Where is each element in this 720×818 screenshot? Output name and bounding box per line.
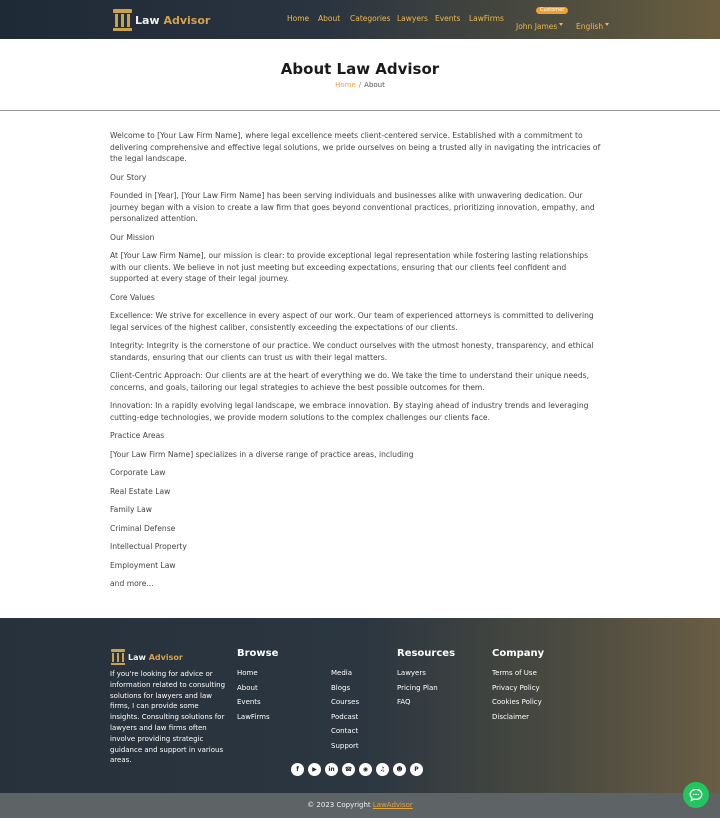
footer-link-about[interactable]: About [237, 684, 258, 692]
breadcrumb-home[interactable]: Home [335, 81, 356, 89]
footer-link-terms[interactable]: Terms of Use [492, 669, 537, 677]
user-role-badge: Customer [536, 7, 568, 14]
footer-link-home[interactable]: Home [237, 669, 258, 677]
nav-lawfirms[interactable]: LawFirms [469, 14, 504, 23]
user-menu-label: John James [516, 22, 558, 31]
nav-home[interactable]: Home [287, 14, 310, 23]
practice-item: Real Estate Law [110, 486, 171, 496]
language-label: English [576, 22, 604, 31]
language-dropdown[interactable] [576, 14, 609, 33]
nav-about[interactable]: About [318, 14, 341, 23]
value-paragraph: Excellence: We strive for excellence in every aspect of our work. Our team of experienced attorneys is committed to delivering legal services of the highest caliber, consistently exceeding the expectations of our clients. [110, 311, 594, 332]
breadcrumb-current: About [364, 81, 385, 89]
youtube-icon[interactable]: ▶ [308, 763, 321, 776]
practice-item: Family Law [110, 505, 152, 514]
footer-link-privacy[interactable]: Privacy Policy [492, 684, 540, 692]
intro-paragraph: Welcome to [Your Law Firm Name], where legal excellence meets client-centered service. Established with a commitment to delivering comprehensive and effective legal solutions, we pride ourselves on being a trusted ally in navigating the intricacies of the legal landscape. [110, 131, 601, 163]
practice-item: Corporate Law [110, 468, 166, 477]
practice-item: and more... [110, 579, 154, 588]
nav-lawyers[interactable]: Lawyers [397, 14, 428, 23]
pinterest-icon[interactable]: P [410, 763, 423, 776]
social-links [291, 763, 427, 776]
section-heading: Core Values [110, 292, 155, 302]
footer-link-pricing-plan[interactable]: Pricing Plan [397, 684, 438, 692]
facebook-icon[interactable]: f [291, 763, 304, 776]
tiktok-icon[interactable]: ♫ [376, 763, 389, 776]
value-paragraph: Integrity: Integrity is the cornerstone of our practice. We conduct ourselves with the utmost honesty, transparency, and ethical standards, ensuring that our clients can trust us with their legal matters. [110, 341, 594, 362]
site-footer [0, 618, 720, 818]
practice-item: Intellectual Property [110, 542, 187, 551]
copyright-text: © 2023 Copyright [307, 801, 371, 809]
mission-paragraph: At [Your Law Firm Name], our mission is clear: to provide exceptional legal representation while fostering lasting relationships with our clients. We believe in not just meeting but exceeding expectations, ensuring that our clients feel confident and supported at every stage of their legal journey. [110, 251, 589, 283]
footer-link-lawyers[interactable]: Lawyers [397, 669, 426, 677]
copyright-bar [0, 793, 720, 818]
section-heading: Our Mission [110, 232, 155, 242]
footer-link-contact[interactable]: Contact [331, 727, 359, 735]
breadcrumb-separator: / [358, 81, 362, 89]
chat-button[interactable] [683, 782, 709, 808]
linkedin-icon[interactable]: in [325, 763, 338, 776]
about-content [110, 130, 606, 597]
footer-link-support[interactable]: Support [331, 742, 359, 750]
pillar-icon [111, 649, 125, 665]
footer-link-media[interactable]: Media [331, 669, 353, 677]
breadcrumb [0, 81, 720, 89]
copyright-brand-link[interactable]: LawAdvisor [372, 801, 413, 809]
footer-about-text: If you're looking for advice or information related to consulting solutions for lawyers and law firms, I can provide some insights. Consulting solutions for lawyers and law firms often involve providing strategic guidance and support in various areas. [110, 670, 226, 765]
logo-text: Law Advisor [135, 13, 211, 27]
user-menu-dropdown[interactable] [516, 14, 563, 33]
footer-link-courses[interactable]: Courses [331, 698, 360, 706]
footer-link-events[interactable]: Events [237, 698, 261, 706]
section-heading: Our Story [110, 172, 147, 182]
chevron-down-icon [605, 23, 609, 26]
section-heading: Practice Areas [110, 431, 165, 440]
page-title: About Law Advisor [280, 60, 440, 78]
footer-resources-heading: Resources [397, 648, 456, 659]
story-paragraph: Founded in [Year], [Your Law Firm Name] has been serving individuals and businesses alike with unwavering dedication. Our journey began with a vision to create a law firm that goes beyond conventional practices, prioritizing innovation, empathy, and personalized attention. [110, 191, 595, 223]
footer-link-podcast[interactable]: Podcast [331, 713, 359, 721]
footer-logo[interactable] [111, 649, 183, 665]
practice-item: Employment Law [110, 560, 176, 570]
chevron-down-icon [559, 23, 563, 26]
footer-link-lawfirms[interactable]: LawFirms [237, 713, 270, 721]
main-nav [0, 14, 720, 31]
footer-logo-text: Law Advisor [128, 652, 183, 662]
chat-bubble-icon [689, 788, 703, 802]
top-navbar [0, 0, 720, 39]
footer-link-cookies[interactable]: Cookies Policy [492, 698, 542, 706]
nav-categories[interactable]: Categories [350, 14, 391, 23]
footer-company-heading: Company [492, 648, 545, 659]
nav-events[interactable]: Events [435, 14, 461, 23]
whatsapp-icon[interactable]: ☎ [342, 763, 355, 776]
instagram-icon[interactable]: ◉ [359, 763, 372, 776]
footer-link-faq[interactable]: FAQ [397, 698, 411, 706]
value-paragraph: Client-Centric Approach: Our clients are at the heart of everything we do. We take the time to understand their unique needs, concerns, and goals, tailoring our legal strategies to achieve the best possible outcomes for them. [110, 371, 590, 392]
snapchat-icon[interactable]: ☻ [393, 763, 406, 776]
page-header [0, 39, 720, 111]
practice-intro: [Your Law Firm Name] specializes in a diverse range of practice areas, including [110, 449, 414, 459]
value-paragraph: Innovation: In a rapidly evolving legal landscape, we embrace innovation. By staying ahead of industry trends and leveraging cutting-edge technologies, we provide modern solutions to the complex challenges our clients face. [110, 401, 589, 422]
footer-link-disclaimer[interactable]: Disclaimer [492, 713, 530, 721]
footer-browse-heading: Browse [237, 648, 279, 659]
footer-link-blogs[interactable]: Blogs [331, 684, 351, 692]
practice-item: Criminal Defense [110, 523, 176, 533]
